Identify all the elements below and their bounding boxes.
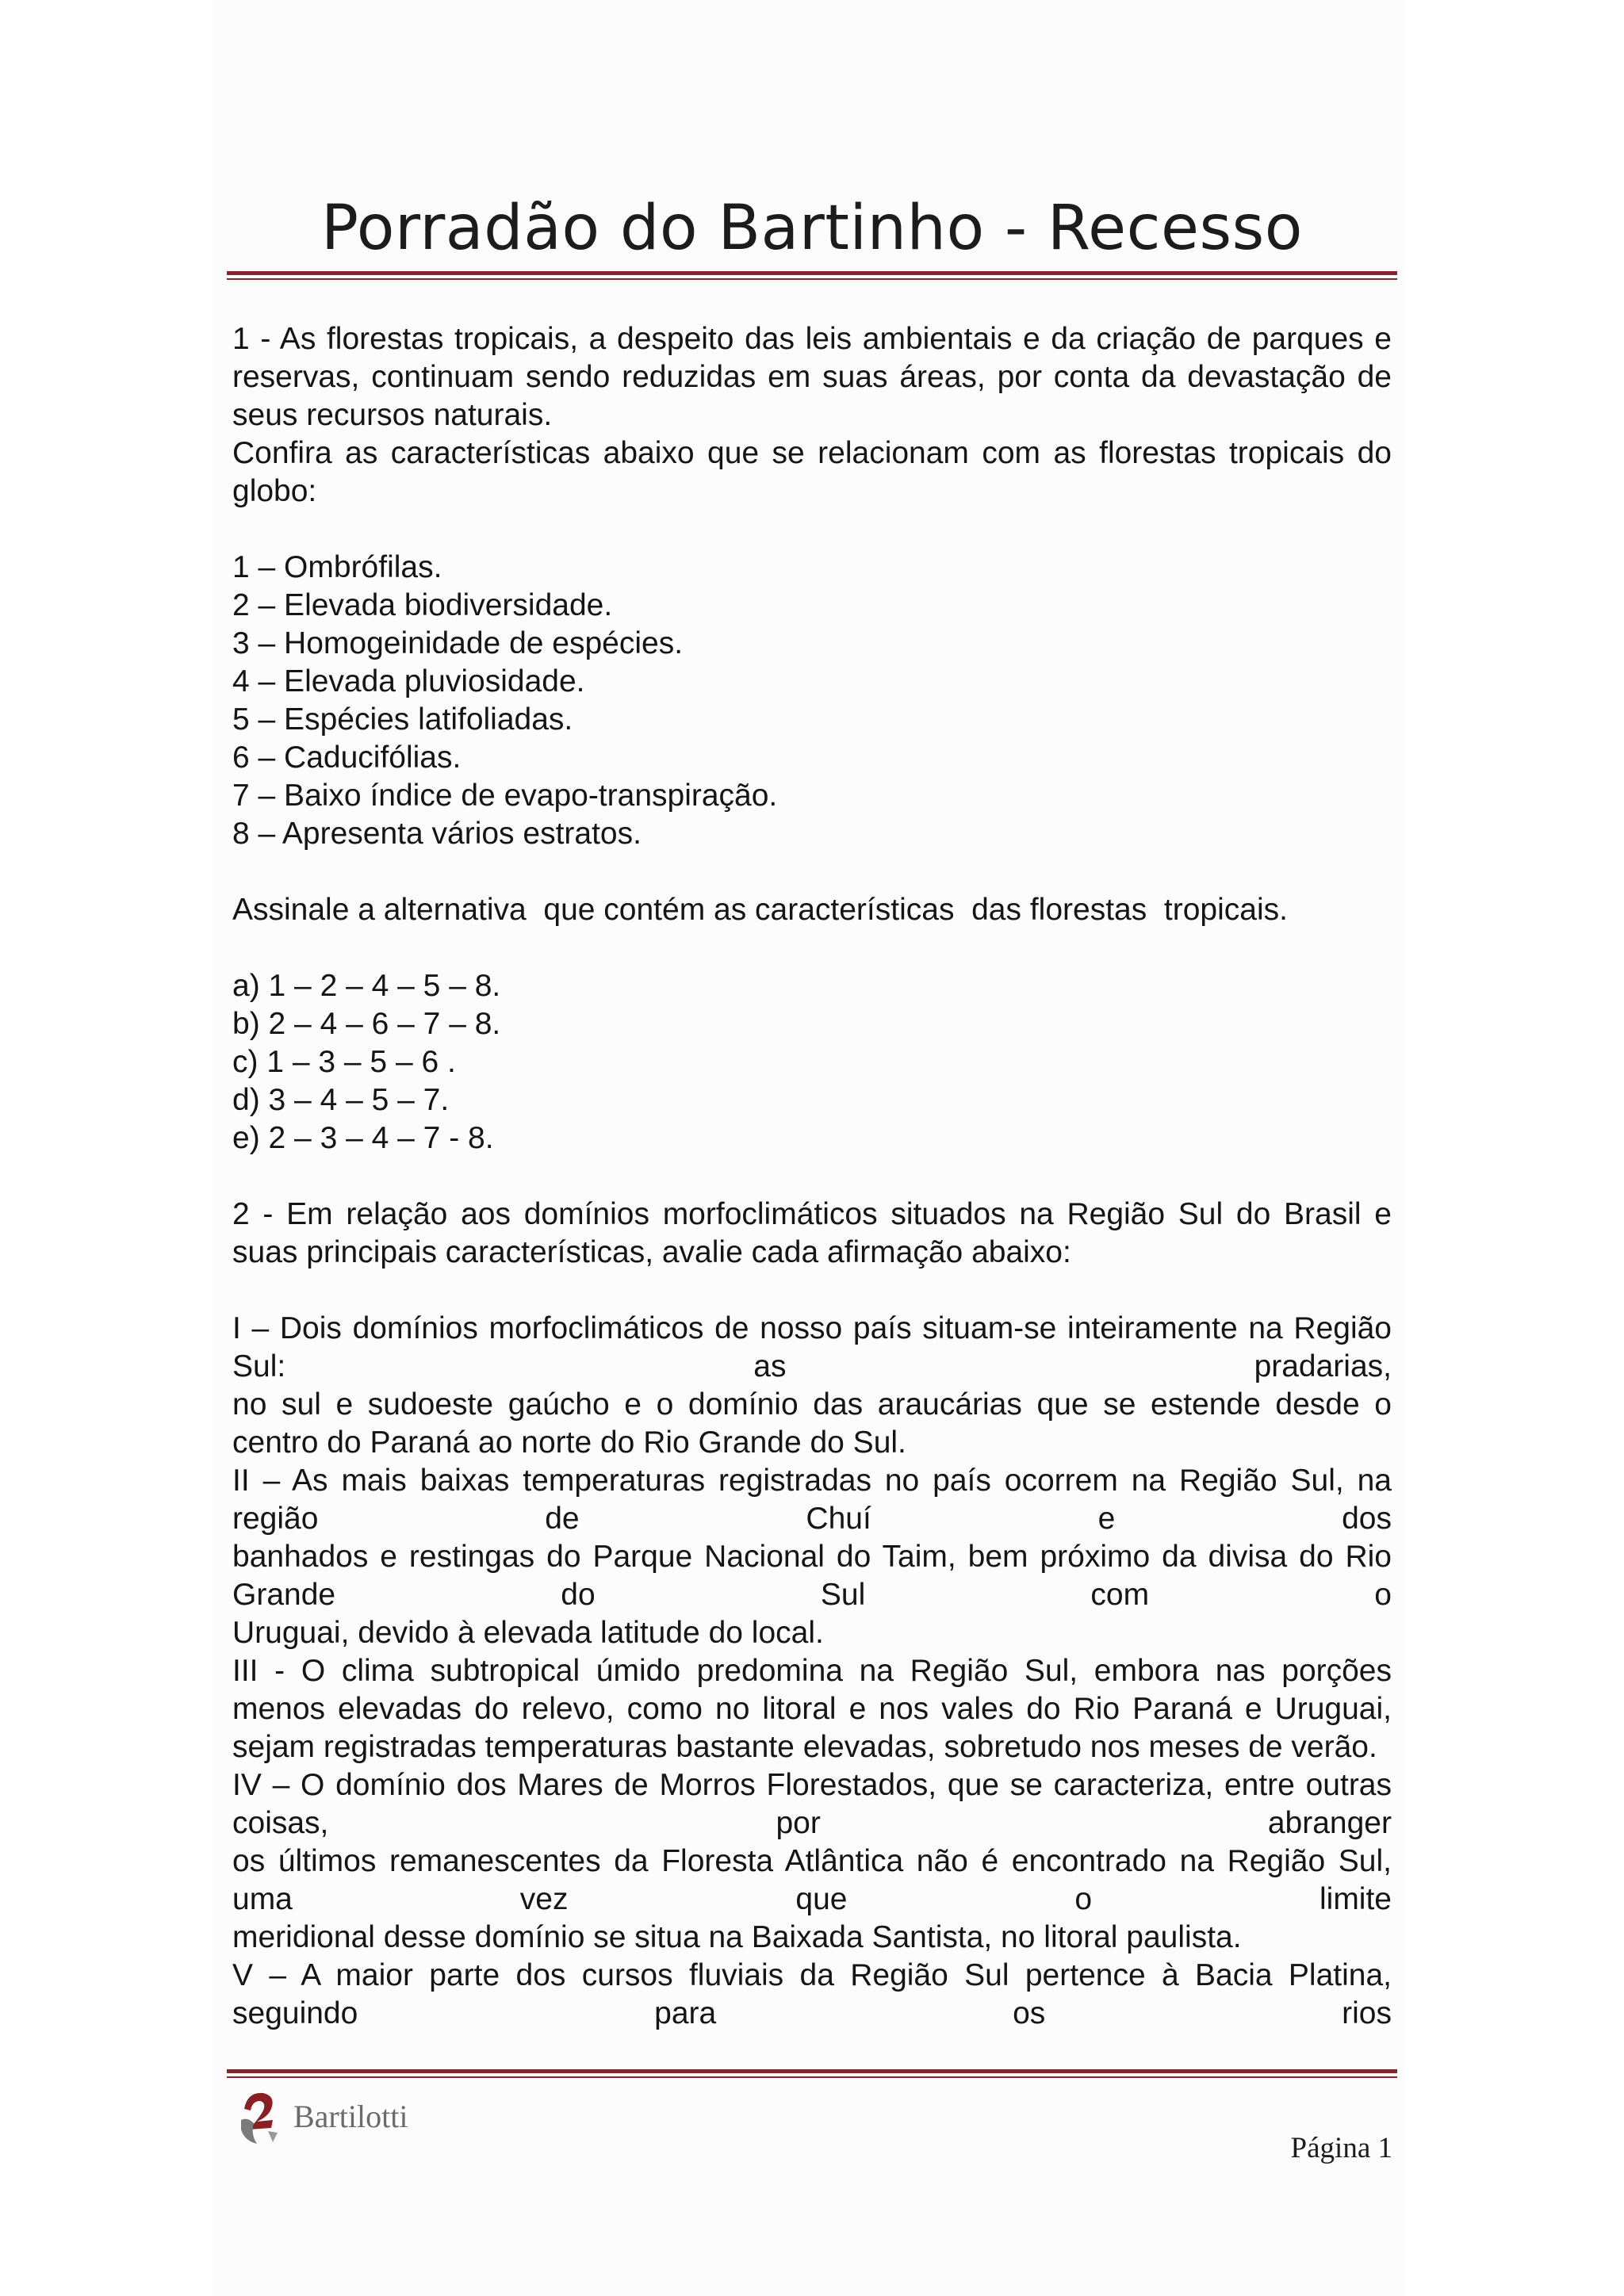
logo-text: Bartilotti xyxy=(293,2099,408,2134)
answer-option: d) 3 – 4 – 5 – 7. xyxy=(232,1083,450,1117)
q1-intro: 1 - As florestas tropicais, a despeito das leis ambientais e da criação de parques e reservas, continuam sendo reduzidas em suas áreas, por conta da devastação de seus recursos naturais. xyxy=(232,322,1392,432)
answer-option: c) 1 – 3 – 5 – 6 . xyxy=(232,1045,456,1079)
footer-rule xyxy=(227,2069,1397,2073)
list-item: 1 – Ombrófilas. xyxy=(232,550,442,584)
statement-v: V – A maior parte dos cursos fluviais da Região Sul pertence à Bacia Platina, seguindo para os rios xyxy=(232,1958,1392,2030)
list-item: 7 – Baixo índice de evapo-transpiração. xyxy=(232,779,778,813)
page-number: Página 1 xyxy=(1290,2132,1392,2164)
q1-prompt: Confira as características abaixo que se relacionam com as florestas tropicais do globo: xyxy=(232,436,1392,508)
list-item: 8 – Apresenta vários estratos. xyxy=(232,817,642,851)
statement-ii: II – As mais baixas temperaturas registradas no país ocorrem na Região Sul, na região de Chuí e dos xyxy=(232,1464,1392,1536)
list-item: 6 – Caducifólias. xyxy=(232,740,462,775)
list-item: 5 – Espécies latifoliadas. xyxy=(232,702,573,737)
statement-iv: IV – O domínio dos Mares de Morros Florestados, que se caracteriza, entre outras coisas, por abranger xyxy=(232,1768,1392,1840)
answer-option: a) 1 – 2 – 4 – 5 – 8. xyxy=(232,969,501,1003)
list-item: 4 – Elevada pluviosidade. xyxy=(232,664,585,698)
statement-iv-cont: os últimos remanescentes da Floresta Atlântica não é encontrado na Região Sul, uma vez que o limite xyxy=(232,1844,1392,1916)
list-item: 2 – Elevada biodiversidade. xyxy=(232,588,613,622)
header-rule xyxy=(227,271,1397,275)
logo-icon xyxy=(236,2085,287,2149)
answer-option: b) 2 – 4 – 6 – 7 – 8. xyxy=(232,1007,501,1041)
page-title: Porradão do Bartinho - Recesso xyxy=(321,193,1303,264)
answer-option: e) 2 – 3 – 4 – 7 - 8. xyxy=(232,1121,494,1155)
list-item: 3 – Homogeinidade de espécies. xyxy=(232,626,684,660)
document-body xyxy=(232,320,1392,2033)
bartilotti-logo xyxy=(236,2085,506,2149)
footer-rule-thin xyxy=(227,2076,1397,2078)
statement-iv-end: meridional desse domínio se situa na Baixada Santista, no litoral paulista. xyxy=(232,1920,1242,1954)
q2-intro: 2 - Em relação aos domínios morfoclimáticos situados na Região Sul do Brasil e suas principais características, avalie cada afirmação abaixo: xyxy=(232,1197,1392,1269)
statement-i-cont: no sul e sudoeste gaúcho e o domínio das araucárias que se estende desde o centro do Paraná ao norte do Rio Grande do Sul. xyxy=(232,1387,1392,1460)
statement-iii: III - O clima subtropical úmido predomina na Região Sul, embora nas porções menos elevadas do relevo, como no litoral e nos vales do Rio Paraná e Uruguai, sejam registradas temperaturas bastante elevadas, sobretudo nos meses de verão. xyxy=(232,1654,1392,1764)
statement-ii-cont: banhados e restingas do Parque Nacional do Taim, bem próximo da divisa do Rio Grande do Sul com o xyxy=(232,1540,1392,1612)
header-rule-thin xyxy=(227,278,1397,280)
q1-question: Assinale a alternativa que contém as características das florestas tropicais. xyxy=(232,893,1288,927)
statement-i: I – Dois domínios morfoclimáticos de nosso país situam-se inteiramente na Região Sul: as pradarias, xyxy=(232,1311,1392,1383)
statement-ii-end: Uruguai, devido à elevada latitude do local. xyxy=(232,1616,824,1650)
